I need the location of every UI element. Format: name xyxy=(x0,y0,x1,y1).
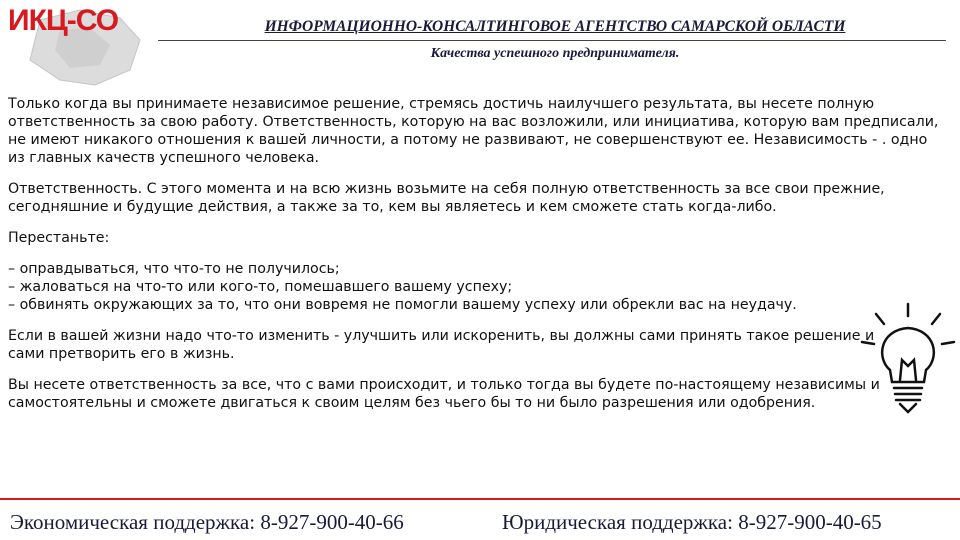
list-item: – обвинять окружающих за то, что они вовремя не помогли вашему успеху или обрекли вас на неудачу. xyxy=(8,297,797,313)
paragraph-responsibility: Ответственность. С этого момента и на всю жизнь возьмите на себя полную ответственность за все свои прежние, сегодняшние и будущие действия, а также за то, кем вы являетесь и кем сможете стать когда-либо. xyxy=(8,181,885,215)
list-item: – оправдываться, что что-то не получилось; xyxy=(8,261,340,277)
logo xyxy=(0,0,150,90)
stop-list xyxy=(8,260,948,314)
logo-text: ИКЦ-СО xyxy=(8,4,119,37)
legal-support-phone: Юридическая поддержка: 8-927-900-40-65 xyxy=(502,510,882,534)
main-content xyxy=(8,95,948,425)
paragraph-independence: Только когда вы принимаете независимое решение, стремясь достичь наилучшего результата, вы несете полную ответственность за свою работу. Ответственность, которую на вас возложили, или инициатива, которую вам предписали, не имеют никакого отношения к вашей личности, а потому не развивают, не совершенствуют ее. Независимость - . одно из главных качеств успешного человека. xyxy=(8,96,939,166)
paragraph-conclusion: Вы несете ответственность за все, что с вами происходит, и только тогда вы будете по-настоящему независимы и самостоятельны и сможете двигаться к своим целям без чьего бы то ни было разрешения или одобрения. xyxy=(8,377,880,411)
list-item: – жаловаться на что-то или кого-то, помешавшего вашему успеху; xyxy=(8,279,513,295)
agency-title: ИНФОРМАЦИОННО-КОНСАЛТИНГОВОЕ АГЕНТСТВО САМАРСКОЙ ОБЛАСТИ xyxy=(264,18,846,35)
light-bulb-icon xyxy=(858,300,958,420)
footer-divider xyxy=(0,498,960,500)
economic-support-phone: Экономическая поддержка: 8-927-900-40-66 xyxy=(10,510,404,534)
page-subtitle: Качества успешного предпринимателя. xyxy=(430,46,680,61)
paragraph-change: Если в вашей жизни надо что-то изменить - улучшить или искоренить, вы должны сами принять такое решение и сами претворить его в жизнь. xyxy=(8,328,875,362)
header-divider xyxy=(158,40,946,41)
paragraph-stop: Перестаньте: xyxy=(8,230,110,246)
